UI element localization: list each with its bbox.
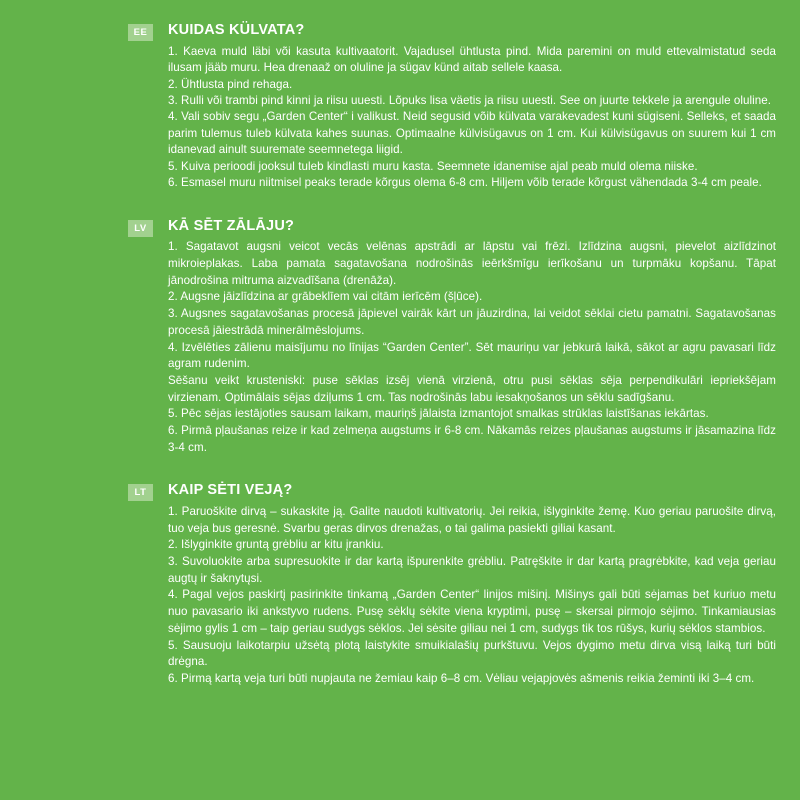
paragraph: 6. Pirmą kartą veja turi būti nupjauta ne žemiau kaip 6–8 cm. Vėliau vejapjovės ašmenis reikia žeminti iki 3–4 cm. bbox=[168, 671, 755, 685]
paragraph: 6. Esmasel muru niitmisel peaks terade kõrgus olema 6-8 cm. Hiljem võib terade kõrgust vähendada 3-4 cm peale. bbox=[168, 176, 762, 190]
section-lt bbox=[128, 482, 776, 687]
document-content bbox=[128, 22, 776, 714]
section-lv bbox=[128, 218, 776, 457]
paragraph: 6. Pirmā pļaušanas reize ir kad zelmeņa augstums ir 6-8 cm. Nākamās reizes pļaušanas augstums ir jāsamazina līdz 3-4 cm. bbox=[168, 423, 776, 454]
language-badge-lt: LT bbox=[128, 484, 153, 501]
section-title-ee: KUIDAS KÜLVATA? bbox=[168, 22, 305, 38]
paragraph: 2. Augsne jāizlīdzina ar grābeklīem vai citām ierīcēm (šļūce). bbox=[168, 290, 483, 304]
language-badge-ee: EE bbox=[128, 24, 153, 41]
paragraph: 1. Paruoškite dirvą – sukaskite ją. Galite naudoti kultivatorių. Jei reikia, išlyginkite žemę. Kuo geriau paruošite dirvą, tuo veja bus geresnė. Svarbu geras dirvos drenažas, o tai galima pasiekti giliai kasant. bbox=[168, 505, 776, 535]
paragraph: 5. Sausuoju laikotarpiu užsėtą plotą laistykite smuikialašių purkštuvu. Vejos dygimo metu dirva visą laiką turi būti drėgna. bbox=[168, 638, 776, 669]
paragraph: 3. Suvoluokite arba supresuokite ir dar kartą išpurenkite grėbliu. Patręškite ir dar kartą pragrėbkite, kad veja geriau augtų ir šaknytųsi. bbox=[168, 555, 776, 585]
paragraph: 4. Izvēlēties zālienu maisījumu no līnijas “Garden Center”. Sēt mauriņu var jebkurā laikā, sākot ar agru pavasari līdz agram rudenim. bbox=[168, 340, 776, 371]
paragraph: 5. Kuiva perioodi jooksul tuleb kindlasti muru kasta. Seemnete idanemise ajal peab muld olema niiske. bbox=[168, 159, 698, 173]
paragraph: 2. Išlyginkite gruntą grėbliu ar kitu įrankiu. bbox=[168, 538, 384, 552]
section-title-lt: KAIP SĖTI VEJĄ? bbox=[168, 482, 293, 499]
paragraph: 1. Sagatavot augsni veicot vecās velēnas apstrādi ar lāpstu vai frēzi. Izlīdzina augsni, pievelot aizlīdzinot mikroieplakas. Laba pamata sagatavošana nodrošinās ieērkšmīgu ierīkošanu un turpmāku kopšanu. Tāpat jānodrošina mitruma aizvadīšana (drenāža). bbox=[168, 240, 776, 287]
paragraph: Sēšanu veikt krusteniski: puse sēklas izsēj vienā virzienā, otru pusi sēklas sēja perpendikulāri iepriekšējam virzienam. Optimālais sējas dziļums 1 cm. Tas nodrošinās labu iesakņošanos un sēklu sadīgšanu. bbox=[168, 373, 776, 404]
paragraph: 5. Pēc sējas iestājoties sausam laikam, mauriņš jālaista izmantojot smalkas strūklas laistīšanas iekārtas. bbox=[168, 407, 709, 421]
paragraph: 3. Augsnes sagatavošanas procesā jāpievel vairāk kārt un jāuzirdina, lai veidot sēklai cietu pamatni. Sagatavošanas procesā jāiestrādā minerālmēslojums. bbox=[168, 307, 776, 337]
page-inner bbox=[28, 12, 776, 788]
section-ee bbox=[128, 22, 776, 192]
paragraph: 3. Rulli või trambi pind kinni ja riisu uuesti. Lõpuks lisa väetis ja riisu uuesti. See on juurte tekkele ja arengule oluline. bbox=[168, 94, 772, 108]
language-badge-lv: LV bbox=[128, 220, 153, 237]
paragraph: 2. Ühtlusta pind rehaga. bbox=[168, 77, 293, 91]
paragraph: 4. Vali sobiv segu „Garden Center“ i valikust. Neid segusid võib külvata varakevadest kuni sügiseni. Selleks, et saada parim tulemus tuleb külvata kahes suunas. Optimaalne külvisügavus on 1 cm. Kui külvisügavus on suurem kui 1 cm idanevad ainult suuremate seemnetega liigid. bbox=[168, 110, 776, 157]
paragraph: 4. Pagal vejos paskirtį pasirinkite tinkamą „Garden Center“ linijos mišinį. Mišinys gali būti sėjamas bet kuriuo metu nuo pavasario iki ankstyvo rudens. Pusę sėklų sėkite viena kryptimi, pusę – skersai pirmojo sėjimo. Tinkamiausias sėjimo gylis 1 cm – taip geriau sudygs sėklos. Jei sėsite giliau nei 1 cm, sudygs tik tos rūšys, kurių sėklos stambios. bbox=[168, 588, 776, 635]
paragraph: 1. Kaeva muld läbi või kasuta kultivaatorit. Vajadusel ühtlusta pind. Mida paremini on muld ettevalmistatud seda ilusam jääb muru. Hea drenaaž on oluline ja sügav künd aitab sellele kaasa. bbox=[168, 44, 776, 75]
section-title-lv: KĀ SĒT ZĀLĀJU? bbox=[168, 217, 295, 234]
